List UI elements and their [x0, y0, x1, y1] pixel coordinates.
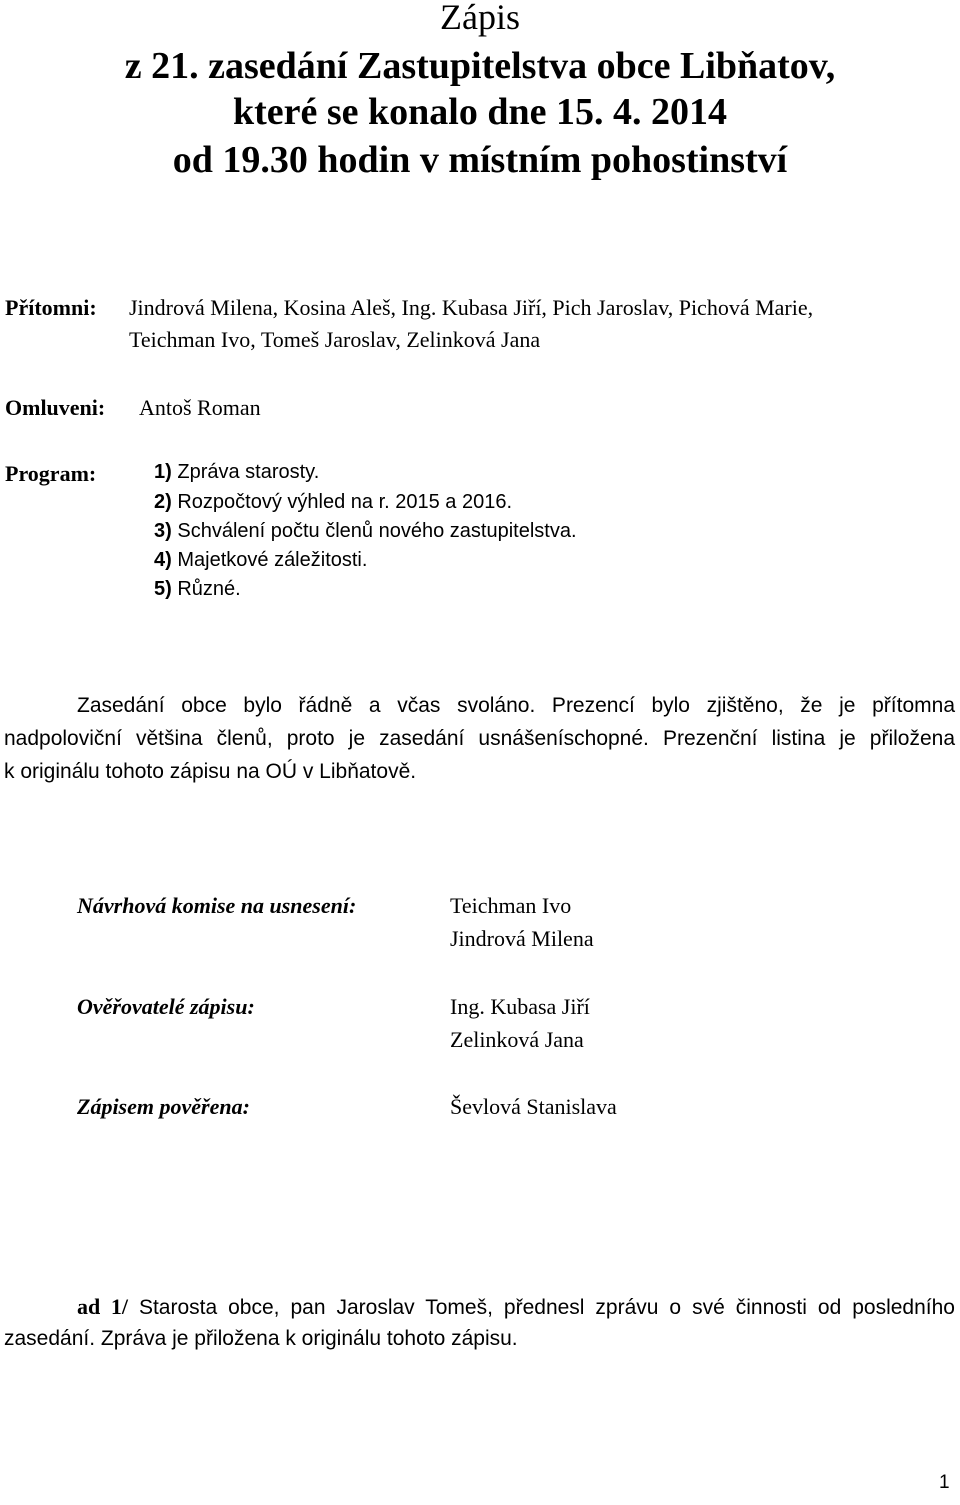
excused-names: Antoš Roman	[139, 395, 261, 420]
present-label: Přítomni:	[5, 295, 97, 320]
committee-name: Teichman Ivo	[450, 893, 572, 918]
committee-name: Jindrová Milena	[450, 926, 594, 951]
program-label: Program:	[5, 461, 97, 486]
program-item: 3) Schválení počtu členů nového zastupitelstva.	[154, 520, 577, 542]
item1-line2: zasedání. Zpráva je přiložena k originálu tohoto zápisu.	[4, 1327, 518, 1350]
program-item: 1) Zpráva starosty.	[154, 461, 320, 483]
verifiers-label: Ověřovatelé zápisu:	[77, 994, 255, 1019]
program-item: 4) Majetkové záležitosti.	[154, 549, 368, 571]
meeting-date: které se konalo dne 15. 4. 2014	[233, 91, 727, 133]
program-item: 5) Různé.	[154, 578, 241, 600]
verifier-name: Ing. Kubasa Jiří	[450, 994, 590, 1019]
excused-label: Omluveni:	[5, 395, 106, 420]
verifier-name: Zelinková Jana	[450, 1027, 584, 1052]
recorder-name: Ševlová Stanislava	[450, 1094, 617, 1119]
intro-line1: Zasedání obce bylo řádně a včas svoláno. Prezencí bylo zjištěno, že je přítomna	[77, 694, 955, 717]
item1-prefix: ad 1/	[77, 1294, 128, 1319]
program-item: 2) Rozpočtový výhled na r. 2015 a 2016.	[154, 491, 513, 513]
present-names-line1: Jindrová Milena, Kosina Aleš, Ing. Kubasa Jiří, Pich Jaroslav, Pichová Marie,	[129, 295, 814, 320]
recorder-label: Zápisem pověřena:	[77, 1094, 250, 1119]
intro-line2: nadpoloviční většina členů, proto je zasedání usnášeníschopné. Prezenční listina je přiložena	[4, 727, 955, 750]
page-number: 1	[939, 1472, 950, 1493]
intro-line3: k originálu tohoto zápisu na OÚ v Libňatově.	[4, 760, 417, 783]
committee-label: Návrhová komise na usnesení:	[77, 893, 357, 918]
item1-line1: ad 1/ Starosta obce, pan Jaroslav Tomeš, přednesl zprávu o své činnosti od posledního	[77, 1294, 955, 1319]
present-names-line2: Teichman Ivo, Tomeš Jaroslav, Zelinková Jana	[129, 327, 541, 352]
meeting-heading: z 21. zasedání Zastupitelstva obce Libňatov,	[124, 45, 836, 87]
meeting-time-place: od 19.30 hodin v místním pohostinství	[172, 139, 788, 181]
document-title: Zápis	[440, 0, 520, 37]
